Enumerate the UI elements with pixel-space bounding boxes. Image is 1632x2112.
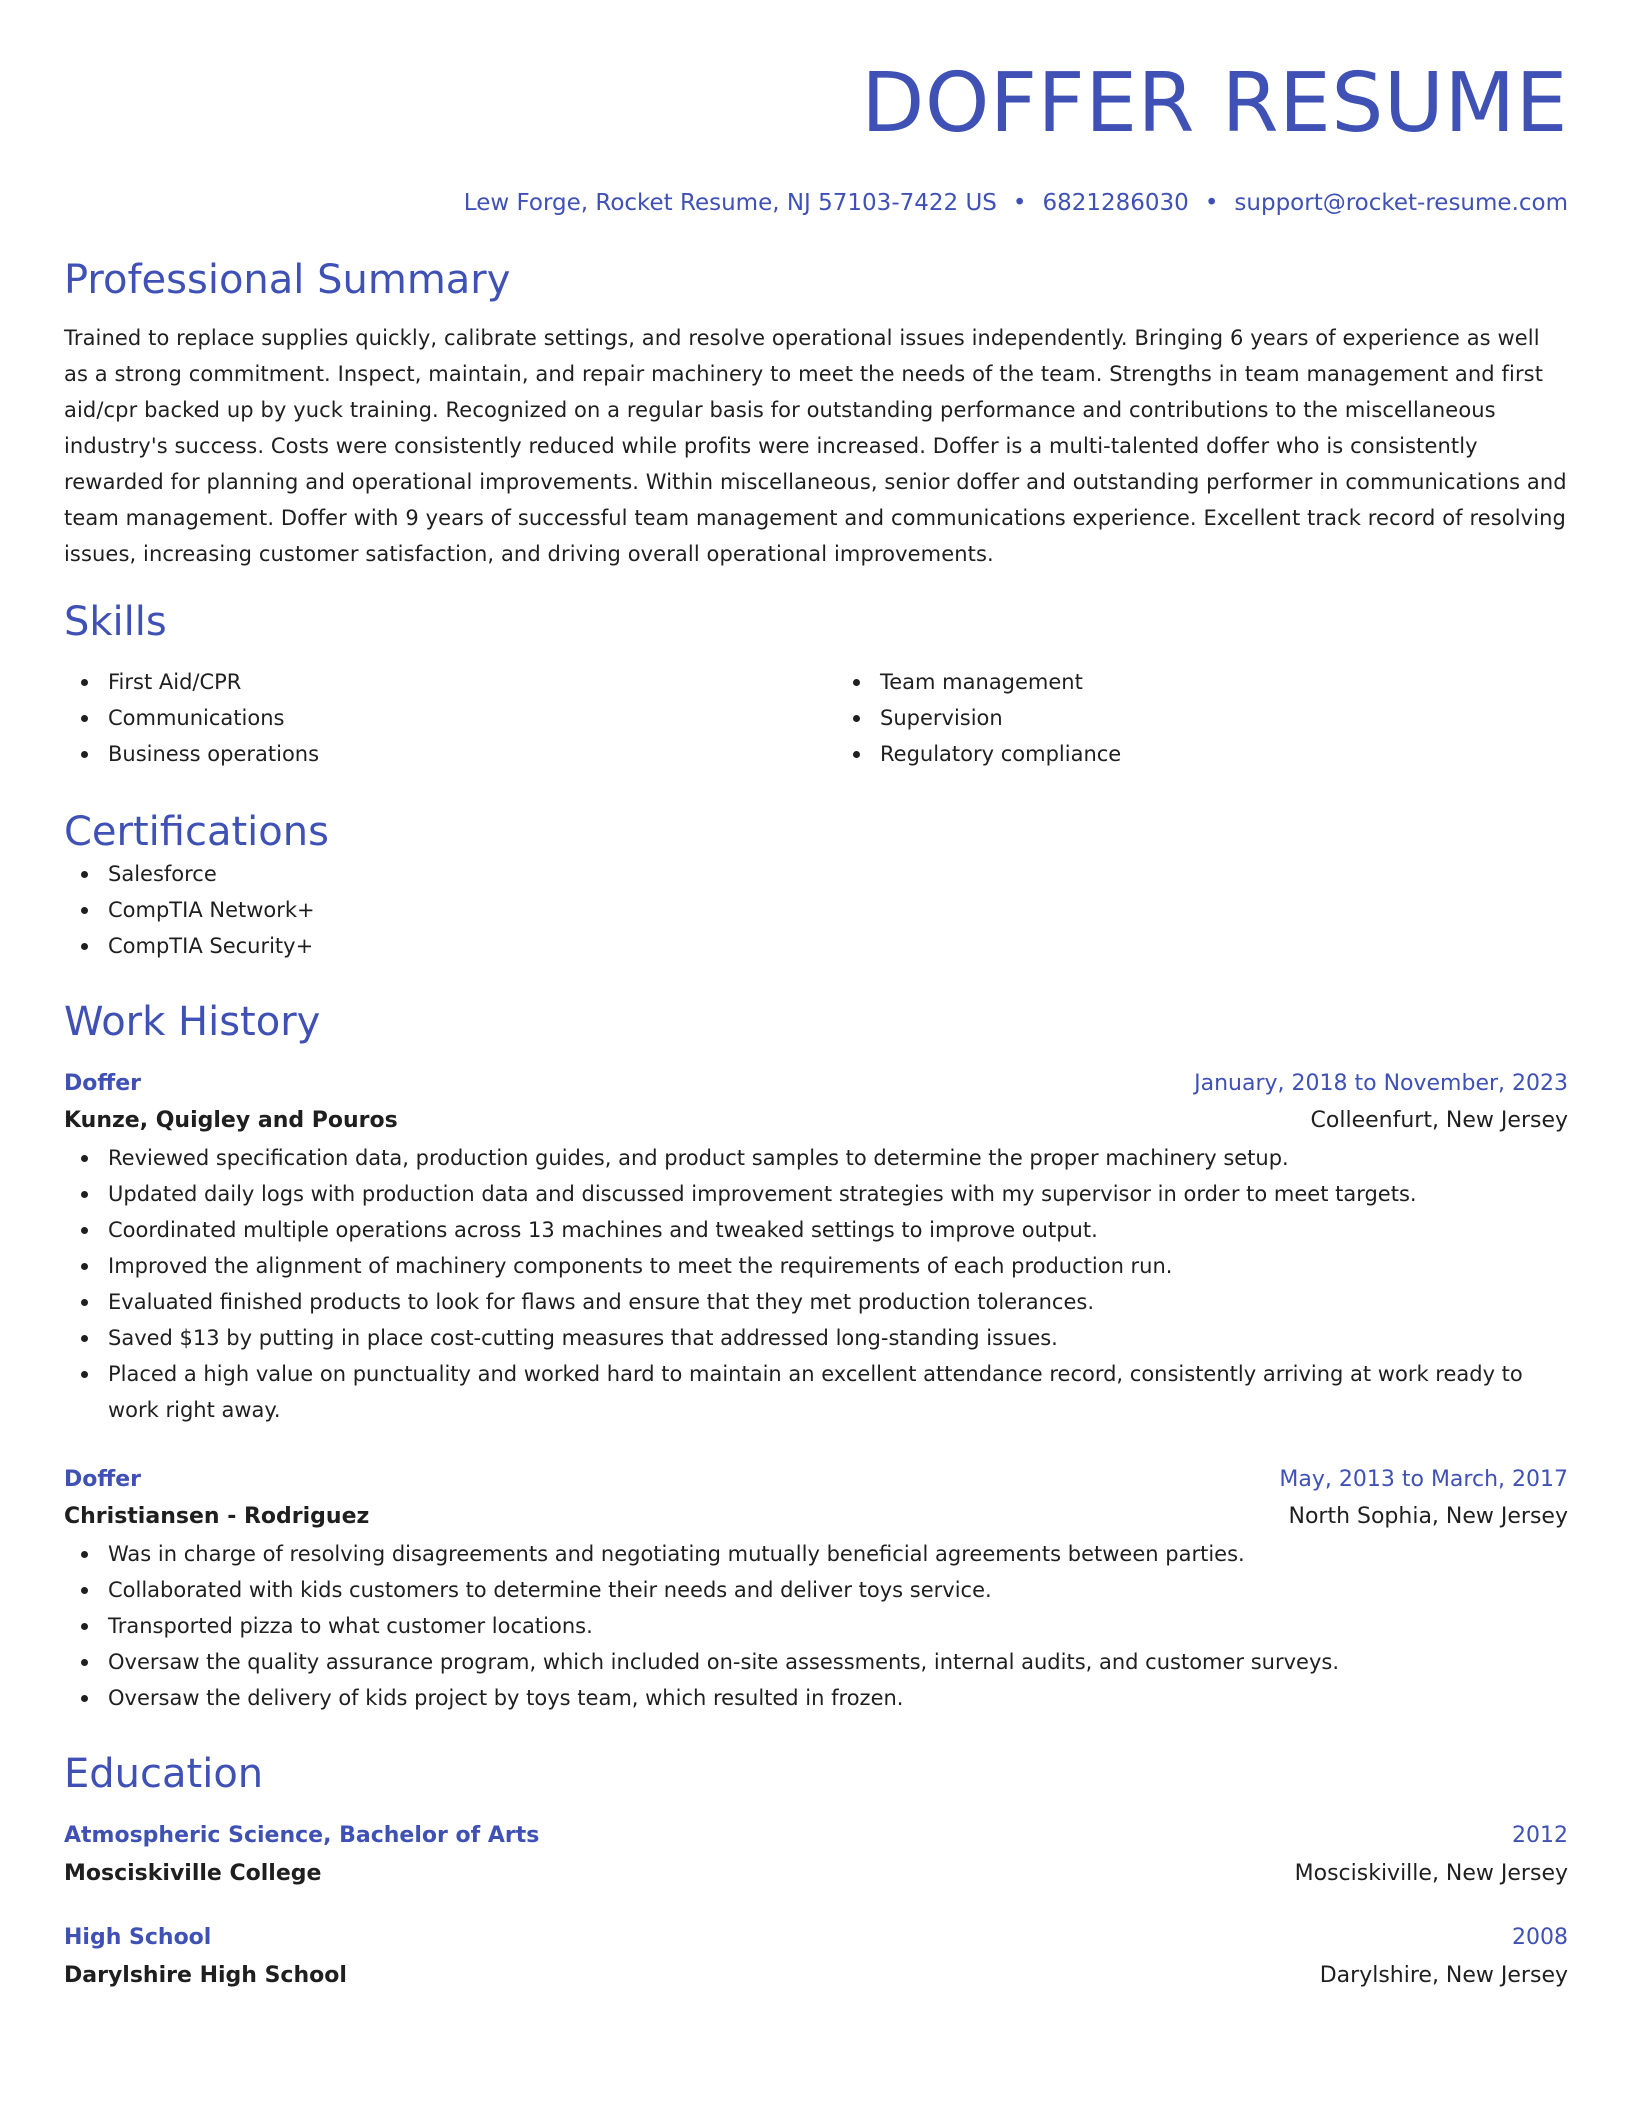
job-duty: Placed a high value on punctuality and worked hard to maintain an excellent attendance record, consistently arriving at work ready to work right away. (64, 1356, 1568, 1428)
work-history-heading: Work History (64, 999, 321, 1045)
certification-item: Salesforce (64, 856, 1568, 892)
education-heading: Education (64, 1751, 264, 1797)
education-year: 2008 (1512, 1925, 1568, 1950)
certification-item: CompTIA Security+ (64, 928, 1568, 964)
education-header-row (64, 1818, 1568, 1854)
resume-name: DOFFER RESUME (861, 56, 1568, 151)
skills-section (64, 598, 1568, 772)
job-duty: Oversaw the delivery of kids project by toys team, which resulted in frozen. (64, 1680, 1568, 1716)
job-duty: Was in charge of resolving disagreements and negotiating mutually beneficial agreements between parties. (64, 1536, 1568, 1572)
job-duty: Coordinated multiple operations across 13 machines and tweaked settings to improve output. (64, 1212, 1568, 1248)
certification-item: CompTIA Network+ (64, 892, 1568, 928)
skill-item: Regulatory compliance (836, 736, 1568, 772)
job-dates: January, 2018 to November, 2023 (1194, 1071, 1568, 1096)
job-company: Kunze, Quigley and Pouros (64, 1108, 398, 1133)
job-duty: Evaluated finished products to look for flaws and ensure that they met production tolerances. (64, 1284, 1568, 1320)
resume-header (64, 56, 1568, 218)
education-school-row (64, 1854, 1568, 1894)
education-school: Darylshire High School (64, 1963, 347, 1988)
education-section (64, 1750, 1568, 1996)
job-dates: May, 2013 to March, 2017 (1279, 1467, 1568, 1492)
job-header-row (64, 1462, 1568, 1498)
contact-email: support@rocket-resume.com (1234, 190, 1568, 216)
job-company-row (64, 1102, 1568, 1140)
education-entry (64, 1818, 1568, 1894)
job-duty: Reviewed specification data, production guides, and product samples to determine the proper machinery setup. (64, 1140, 1568, 1176)
job-duties-list (64, 1536, 1568, 1716)
certifications-list (64, 856, 1568, 964)
job-header-row (64, 1066, 1568, 1102)
job-duty: Oversaw the quality assurance program, which included on-site assessments, internal audits, and customer surveys. (64, 1644, 1568, 1680)
job-title: Doffer (64, 1467, 141, 1492)
certifications-heading: Certifications (64, 809, 329, 855)
job-company: Christiansen - Rodriguez (64, 1504, 370, 1529)
contact-address: Lew Forge, Rocket Resume, NJ 57103-7422 US (463, 190, 997, 216)
summary-text: Trained to replace supplies quickly, calibrate settings, and resolve operational issues independently. Bringing 6 years of experience as well as a strong commitment. Inspect, maintain, and repair machinery to meet the needs of the team. Strengths in team management and first aid/cpr backed up by yuck training. Recognized on a regular basis for outstanding performance and contributions to the miscellaneous industry's success. Costs were consistently reduced while profits were increased. Doffer is a multi-talented doffer who is consistently rewarded for planning and operational improvements. Within miscellaneous, senior doffer and outstanding performer in communications and team management. Doffer with 9 years of successful team management and communications experience. Excellent track record of resolving issues, increasing customer satisfaction, and driving overall operational improvements. (64, 326, 1567, 566)
summary-section (64, 256, 1568, 572)
skill-item: Communications (64, 700, 796, 736)
job-entry (64, 1066, 1568, 1428)
education-header-row (64, 1920, 1568, 1956)
education-school: Mosciskiville College (64, 1861, 322, 1886)
contact-separator: • (1012, 190, 1027, 216)
education-degree: High School (64, 1925, 212, 1950)
skills-grid (64, 664, 1568, 772)
skills-heading: Skills (64, 599, 167, 645)
job-entry (64, 1462, 1568, 1716)
job-duty: Transported pizza to what customer locations. (64, 1608, 1568, 1644)
education-year: 2012 (1512, 1823, 1568, 1848)
certifications-section (64, 808, 1568, 964)
education-location: Darylshire, New Jersey (1319, 1963, 1568, 1988)
job-duty: Improved the alignment of machinery components to meet the requirements of each production run. (64, 1248, 1568, 1284)
work-history-section (64, 998, 1568, 1716)
skill-item: Team management (836, 664, 1568, 700)
skill-item: First Aid/CPR (64, 664, 796, 700)
job-location: Colleenfurt, New Jersey (1310, 1108, 1568, 1133)
job-duty: Updated daily logs with production data and discussed improvement strategies with my supervisor in order to meet targets. (64, 1176, 1568, 1212)
summary-heading: Professional Summary (64, 257, 511, 303)
job-location: North Sophia, New Jersey (1288, 1504, 1568, 1529)
job-duties-list (64, 1140, 1568, 1428)
skills-list-right (836, 664, 1568, 772)
education-entry (64, 1920, 1568, 1996)
skill-item: Business operations (64, 736, 796, 772)
education-location: Mosciskiville, New Jersey (1294, 1861, 1568, 1886)
job-title: Doffer (64, 1071, 141, 1096)
job-company-row (64, 1498, 1568, 1536)
skill-item: Supervision (836, 700, 1568, 736)
skills-list-left (64, 664, 796, 772)
education-school-row (64, 1956, 1568, 1996)
job-duty: Collaborated with kids customers to determine their needs and deliver toys service. (64, 1572, 1568, 1608)
education-degree: Atmospheric Science, Bachelor of Arts (64, 1823, 540, 1848)
contact-phone: 6821286030 (1042, 190, 1189, 216)
contact-line (64, 188, 1568, 218)
job-duty: Saved $13 by putting in place cost-cutting measures that addressed long-standing issues. (64, 1320, 1568, 1356)
contact-separator: • (1204, 190, 1219, 216)
